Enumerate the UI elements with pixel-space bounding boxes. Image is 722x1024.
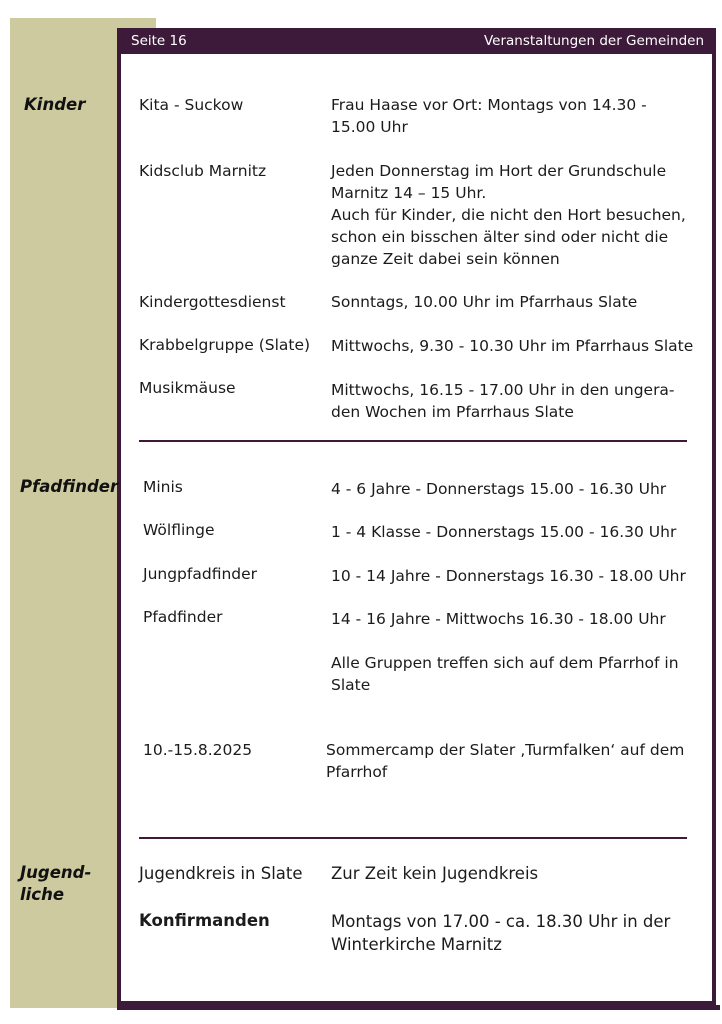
section-pfadfinder: Pfadfinder bbox=[20, 477, 119, 496]
camp-date: 10.-15.8.2025 bbox=[143, 741, 253, 759]
kinder-item-label: Musikmäuse bbox=[139, 379, 236, 397]
section-divider bbox=[139, 440, 687, 442]
section-jugendliche-line2: liche bbox=[20, 885, 65, 904]
pfadfinder-item-desc: 4 - 6 Jahre - Donnerstags 15.00 - 16.30 Uhr bbox=[331, 480, 667, 498]
kinder-item-desc: Sonntags, 10.00 Uhr im Pfarrhaus Slate bbox=[331, 293, 638, 311]
pfadfinder-item-label: Pfadfinder bbox=[143, 608, 223, 626]
jugend-item-desc: Montags von 17.00 - ca. 18.30 Uhr in der Winterkirche Marnitz bbox=[331, 912, 671, 954]
pfadfinder-item-label: Jungpfadfinder bbox=[143, 565, 258, 583]
page-header bbox=[117, 28, 716, 54]
pfadfinder-item-desc: 10 - 14 Jahre - Donnerstags 16.30 - 18.00 Uhr bbox=[331, 567, 686, 585]
kinder-item-label: Kindergottesdienst bbox=[139, 293, 286, 311]
jugend-item-desc: Zur Zeit kein Jugendkreis bbox=[331, 864, 539, 883]
camp-desc: Sommercamp der Slater ‚Turmfalken‘ auf dem Pfarrhof bbox=[326, 741, 685, 781]
page-number: Seite 16 bbox=[131, 33, 187, 49]
page-title: Veranstaltungen der Gemeinden bbox=[483, 33, 704, 49]
kinder-item-label: Krabbelgruppe (Slate) bbox=[139, 336, 311, 354]
kinder-item-label: Kidsclub Marnitz bbox=[139, 162, 267, 180]
section-jugendliche-line1: Jugend- bbox=[20, 863, 92, 882]
section-divider bbox=[139, 837, 687, 839]
pfadfinder-item-label: Wölflinge bbox=[143, 521, 215, 539]
kinder-item-label: Kita - Suckow bbox=[139, 96, 244, 114]
pfadfinder-item-desc: 1 - 4 Klasse - Donnerstags 15.00 - 16.30 Uhr bbox=[331, 523, 677, 541]
pfadfinder-note: Alle Gruppen treffen sich auf dem Pfarrhof in Slate bbox=[331, 654, 679, 694]
jugend-item-label: Jugendkreis in Slate bbox=[139, 864, 303, 883]
jugend-item-label: Konfirmanden bbox=[139, 911, 270, 930]
pfadfinder-item-label: Minis bbox=[143, 478, 183, 496]
kinder-item-desc: Jeden Donnerstag im Hort der Grundschule Marnitz 14 – 15 Uhr. Auch für Kinder, die nicht den Hort besuchen, schon ein bisschen älter sind oder nicht die ganze Zeit dabei sein können bbox=[331, 162, 686, 268]
kinder-item-desc: Mittwochs, 16.15 - 17.00 Uhr in den ungera- den Wochen im Pfarrhaus Slate bbox=[331, 381, 675, 421]
pfadfinder-item-desc: 14 - 16 Jahre - Mittwochs 16.30 - 18.00 Uhr bbox=[331, 610, 666, 628]
kinder-item-desc: Mittwochs, 9.30 - 10.30 Uhr im Pfarrhaus Slate bbox=[331, 337, 694, 355]
kinder-item-desc: Frau Haase vor Ort: Montags von 14.30 - 15.00 Uhr bbox=[331, 96, 647, 136]
section-kinder: Kinder bbox=[24, 95, 86, 114]
